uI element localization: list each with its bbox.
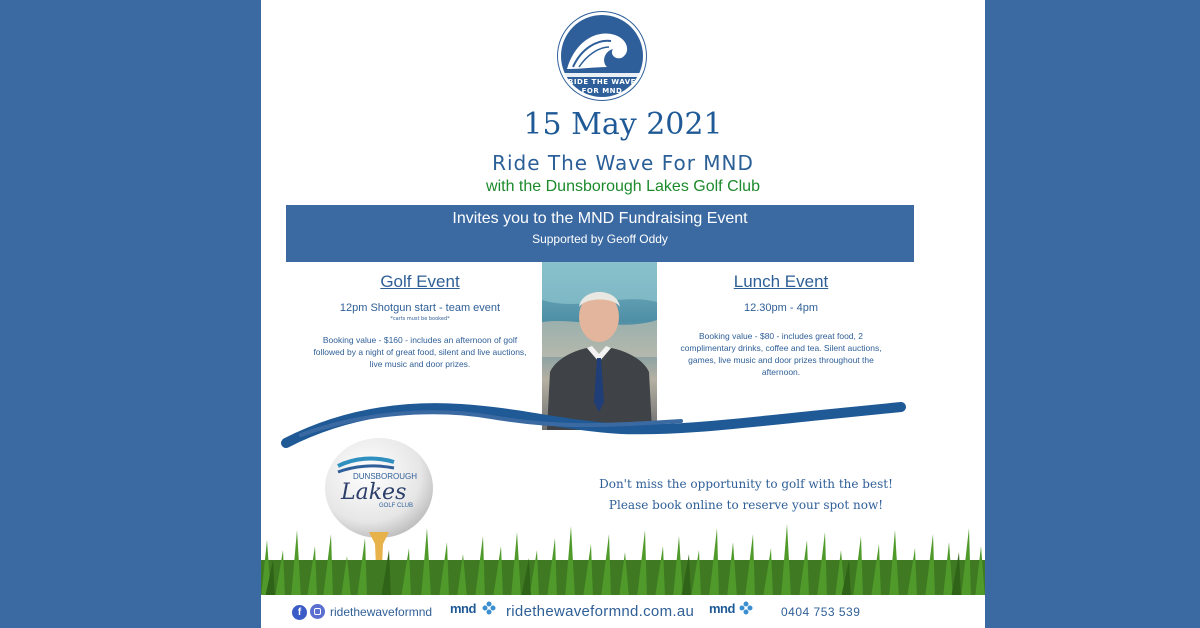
footer-bar xyxy=(261,595,985,628)
event-date: 15 May 2021 xyxy=(523,107,723,142)
event-flyer xyxy=(261,0,985,628)
phone-number[interactable]: 0404 753 539 xyxy=(781,605,861,619)
logo-text-line2: FOR MND xyxy=(581,87,623,95)
event-title: Ride The Wave For MND xyxy=(492,151,754,175)
logo-text-line1: RIDE THE WAVE xyxy=(568,78,636,86)
golf-event-description: Booking value - $160 - includes an afternoon of golf followed by a night of great food, silent and live auctions, live music and door prizes. xyxy=(313,335,527,369)
lunch-event-section xyxy=(671,272,891,378)
cta-line1: Don't miss the opportunity to golf with the best! xyxy=(599,477,893,491)
lunch-event-description: Booking value - $80 - includes great food, 2 complimentary drinks, coffee and tea. Silent auctions, games, live music and door prizes throughout the afternoon. xyxy=(680,331,882,377)
cta-line2: Please book online to reserve your spot now! xyxy=(608,498,884,512)
social-handle[interactable]: ridethewaveformnd xyxy=(330,605,433,619)
ride-the-wave-logo xyxy=(557,11,647,101)
supported-by-text: Supported by Geoff Oddy xyxy=(532,232,668,246)
golf-event-time: 12pm Shotgun start - team event xyxy=(339,302,501,314)
golf-event-section xyxy=(311,272,529,370)
left-blue-border xyxy=(0,0,261,628)
website-link[interactable]: ridethewaveformnd.com.au xyxy=(506,603,695,620)
right-blue-border xyxy=(985,0,1200,628)
lunch-event-heading: Lunch Event xyxy=(733,272,829,291)
mnd-flower-icon xyxy=(739,601,753,615)
ball-logo-line3: GOLF CLUB xyxy=(379,503,414,509)
mnd-flower-icon xyxy=(482,601,496,615)
mnd-logo-2: mnd xyxy=(709,601,735,616)
lunch-event-time: 12.30pm - 4pm xyxy=(744,302,818,314)
facebook-icon[interactable]: f xyxy=(292,605,307,620)
mnd-logo-1: mnd xyxy=(450,601,476,616)
golf-event-note: *carts must be booked* xyxy=(390,316,450,322)
golf-event-heading: Golf Event xyxy=(380,272,460,291)
event-subtitle: with the Dunsborough Lakes Golf Club xyxy=(486,178,760,195)
invite-banner xyxy=(286,205,914,262)
grass-decoration xyxy=(261,520,985,598)
invite-text: Invites you to the MND Fundraising Event xyxy=(452,210,748,227)
ball-logo-line1: DUNSBOROUGH xyxy=(353,472,418,481)
instagram-icon[interactable] xyxy=(310,604,325,619)
ball-logo-line2: Lakes xyxy=(341,480,407,505)
